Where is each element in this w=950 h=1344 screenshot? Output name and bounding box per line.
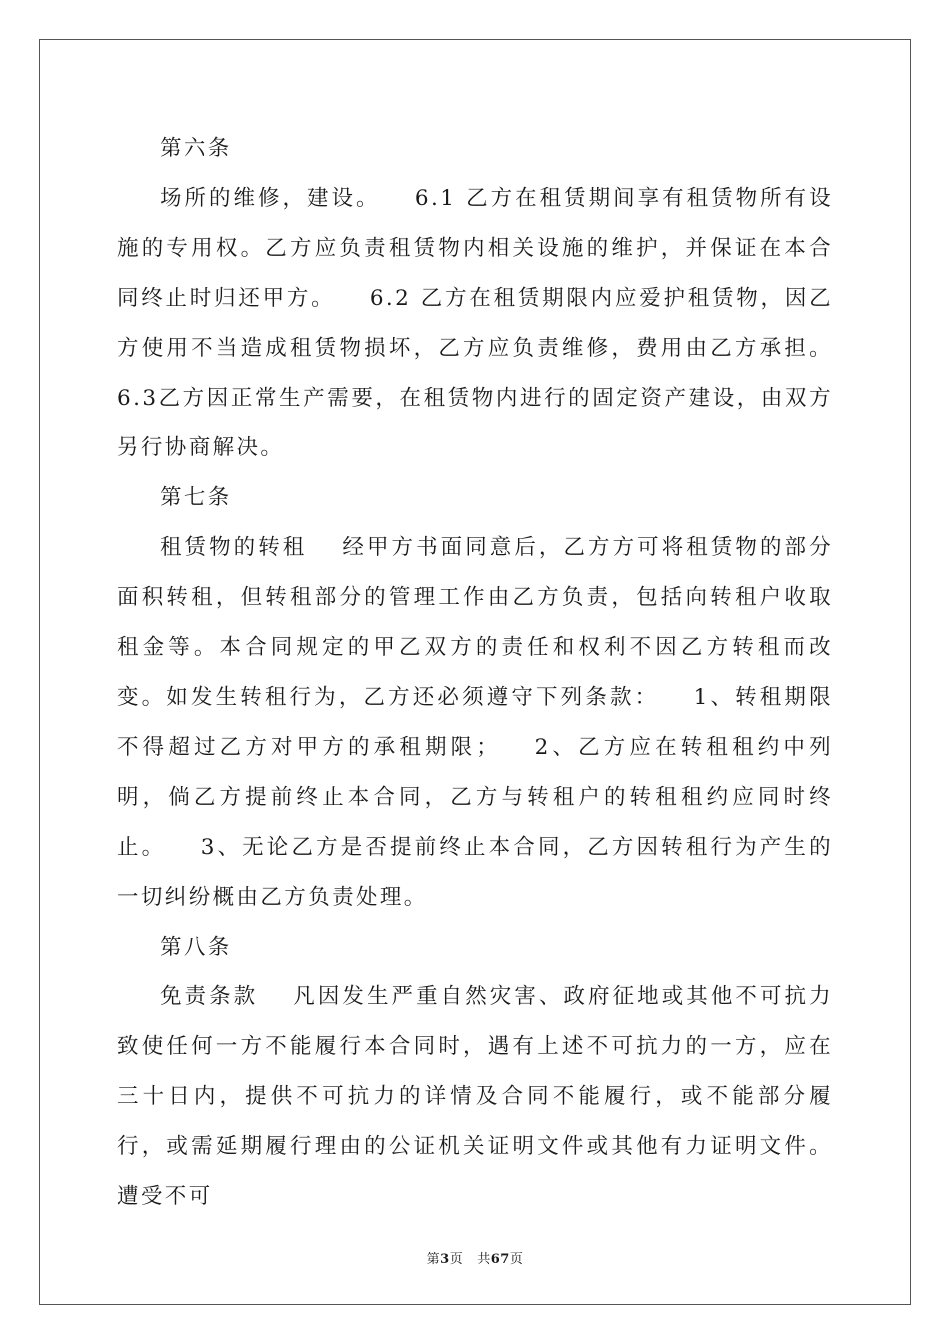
total-prefix: 共 [477, 1252, 491, 1267]
document-body [117, 124, 833, 1222]
section-7-item-1: 1、转租期限不得超过乙方对甲方的承租期限； [117, 684, 833, 760]
section-7-intro: 经甲方书面同意后，乙方方可将租赁物的部分面积转租，但转租部分的管理工作由乙方负责，包括向转租户收取租金等。本合同规定的甲乙双方的责任和权利不因乙方转租而改变。如发生转租行为，乙方还必须遵守下列条款： [117, 535, 833, 710]
section-7-body [117, 523, 833, 922]
section-8-title-text: 免责条款 [160, 984, 259, 1010]
section-8-text: 凡因发生严重自然灾害、政府征地或其他不可抗力致使任何一方不能履行本合同时，遇有上述不可抗力的一方，应在三十日内，提供不可抗力的详情及合同不能履行，或不能部分履行，或需延期履行理由的公证机关证明文件或其他有力证明文件。遭受不可 [117, 984, 833, 1210]
page-current: 3 [440, 1252, 450, 1267]
section-6-clause-1: 6.1 乙方在租赁期间享有租赁物所有设施的专用权。乙方应负责租赁物内相关设施的维护，并保证在本合同终止时归还甲方。 [117, 185, 833, 311]
section-heading-7: 第七条 [160, 485, 232, 511]
page-total: 67 [490, 1252, 510, 1267]
page-footer [0, 1248, 950, 1267]
section-7-item-2: 2、乙方应在转租租约中列明，倘乙方提前终止本合同，乙方与转租户的转租租约应同时终止。 [117, 734, 833, 860]
page-prefix: 第 [426, 1252, 441, 1267]
section-7-item-3: 3、无论乙方是否提前终止本合同，乙方因转租行为产生的一切纠纷概由乙方负责处理。 [117, 834, 833, 910]
total-unit: 页 [509, 1252, 524, 1267]
page-unit: 页 [449, 1252, 464, 1267]
section-heading-8: 第八条 [160, 934, 232, 960]
section-6-title-text: 场所的维修，建设。 [160, 185, 381, 211]
section-heading-6: 第六条 [160, 136, 232, 161]
section-6-body [117, 174, 833, 473]
section-8-body [117, 972, 833, 1222]
section-6-clause-2: 6.2 乙方在租赁期限内应爱护租赁物，因乙方使用不当造成租赁物损坏，乙方应负责维修，费用由乙方承担。6.3乙方因正常生产需要，在租赁物内进行的固定资产建设，由双方另行协商解决。 [117, 285, 833, 461]
section-7-title-text: 租赁物的转租 [160, 535, 308, 561]
